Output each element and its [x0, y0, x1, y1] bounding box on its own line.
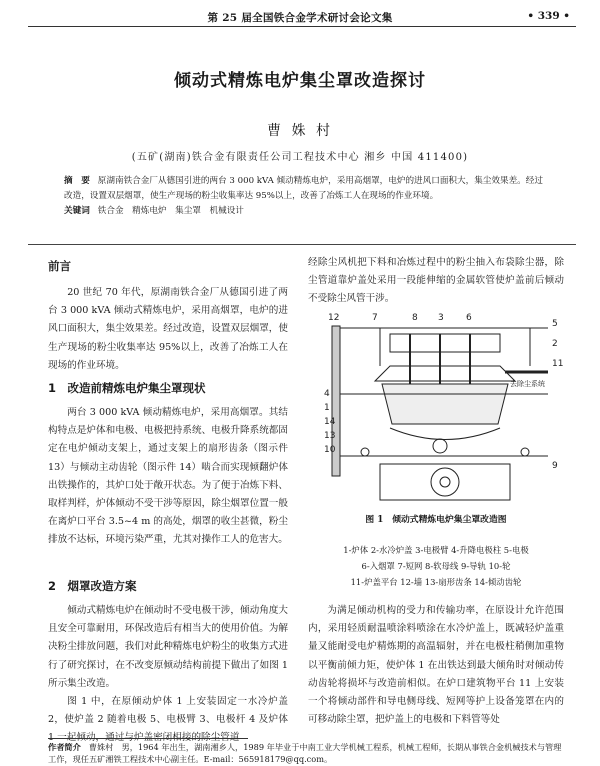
label-2: 2 [552, 339, 558, 349]
keywords-label: 关键词 [64, 206, 90, 216]
keywords-text: 铁合金 精炼电炉 集尘罩 机械设计 [97, 206, 244, 216]
label-6: 6 [466, 313, 472, 323]
header-rule [28, 26, 576, 27]
section-2-text-1: 倾动式精炼电炉在倾动时不受电极干涉，倾动角度大且安全可靠耐用，环保改造后有相当大的使用价值。为解决粉尘排放问题，我们对此种精炼电炉粉尘的收集方式进行了研究探讨，在不改变原倾动结构前提下做出了如图 1 所示集尘改造。 [48, 605, 288, 689]
section-1-paragraph [48, 404, 288, 550]
label-9: 9 [552, 461, 558, 471]
label-14: 14 [324, 417, 336, 427]
legend-line-2: 6-入烟罩 7-短网 8-软母线 9-导轨 10-轮 [361, 561, 511, 571]
label-13: 13 [324, 431, 336, 441]
footnote-text: 曹姝村 男，1964 年出生，湖南湘乡人，1989 年毕业于中南工业大学机械工程系，机械工程师，长期从事铁合金机械技术与管理工作，现任五矿湘铁工程技术中心副主任。E-mail：565918179@qq.com。 [48, 742, 562, 764]
label-1: 1 [324, 403, 330, 413]
preface-paragraph [48, 284, 288, 375]
right-bottom-text: 为满足倾动机构的受力和传输功率，在原设计允许范围内，采用轻质耐温喷涂料喷涂在水冷炉盖上，既减轻炉盖重量又能耐受电炉精炼期的高温辐射，并在电极柱稍侧加重物以平衡前倾力矩，使炉体 1 在出铁达到最大倾角时对倾动传动齿轮将损坏与改造前相似。在炉口建筑物平台 11 上安装一个将倾动部件和导电侧母线、短网等护上设备笼罩在内的可移动除尘罩，把炉盖上的电极和下料管等处 [308, 605, 564, 726]
legend-line-1: 1-炉体 2-水冷炉盖 3-电极臂 4-升降电极柱 5-电极 [343, 545, 529, 555]
label-8: 8 [412, 313, 418, 323]
electrode-arm-3 [390, 334, 500, 352]
label-12: 12 [328, 313, 340, 323]
label-5: 5 [552, 319, 558, 329]
section-heading-2: 2 烟罩改造方案 [48, 579, 137, 593]
section-heading-preface: 前言 [48, 259, 71, 273]
abstract-label: 摘 要 [64, 176, 90, 186]
right-top-paragraph [308, 254, 564, 309]
page-number: • 339 • [527, 10, 570, 22]
tilt-gear-14 [433, 439, 447, 453]
section-heading-1: 1 改造前精炼电炉集尘罩现状 [48, 381, 206, 395]
running-head [0, 6, 600, 32]
footnote-label: 作者简介 [48, 742, 81, 752]
furnace-body-1 [382, 384, 508, 424]
label-10: 10 [324, 445, 336, 455]
section-1-text: 两台 3 000 kVA 倾动精炼电炉，采用高烟罩。其结构特点是炉体和电极、电极把持系统、电极升降系统都固定在电炉倾动支架上，通过支架上的扇形齿条（图示件 13）与倾动主动齿轮（图示件 14）啮合而实现倾翻炉体出铁操作的，其炉口处于敞开状态。为了便于冶炼下料、取样判样，炉体倾动不受干涉等原因，除尘烟罩位置一般在离炉口平台 3.5~4 m 的高处，烟罩的收尘甚微，粉尘排放不达标，环境污染严重，尤其对操作工人的危害大。 [48, 407, 288, 546]
legend-line-3: 11-炉盖平台 12-墙 13-扇形齿条 14-倾动齿轮 [350, 577, 522, 587]
footnote-rule [48, 738, 248, 739]
label-7: 7 [372, 313, 378, 323]
label-4: 4 [324, 389, 330, 399]
abstract-text: 原湖南铁合金厂从德国引进的两台 3 000 kVA 倾动精炼电炉，采用高烟罩，电炉的进风口面积大，集尘效果差。经过改造，设置双层烟罩，使生产现场的粉尘收集率达 95%以上，改善了冶炼工人在现场的作业环境。 [64, 176, 543, 201]
figure-caption: 图 1 倾动式精炼电炉集尘罩改造图 [365, 515, 507, 525]
paper-title: 倾动式精炼电炉集尘罩改造探讨 [174, 71, 426, 91]
right-top-text: 经除尘风机把下料和冶炼过程中的粉尘抽入布袋除尘器，除尘管道靠炉盖处采用一段能伸缩的金属软管使炉盖前后倾动不受除尘风管干涉。 [308, 257, 564, 305]
affiliation: (五矿(湖南)铁合金有限责任公司工程技术中心 湘乡 中国 411400) [131, 152, 469, 163]
author-footnote [48, 741, 568, 765]
wheel-10b [521, 448, 529, 456]
water-cooled-lid-2 [375, 366, 515, 381]
abstract-block [64, 174, 548, 219]
right-bottom-paragraph [308, 602, 564, 729]
wheel-10a [361, 448, 369, 456]
figure-1-diagram [320, 306, 568, 504]
section-2-paragraphs [48, 602, 288, 748]
author-name: 曹 姝 村 [267, 123, 333, 139]
figure-legend [308, 542, 564, 590]
plan-view-furnace [431, 468, 459, 496]
preface-text: 20 世纪 70 年代，原湖南铁合金厂从德国引进了两台 3 000 kVA 倾动式精炼电炉，采用高烟罩，电炉的进风口面积大，集尘效果差。经过改造，设置双层烟罩，使生产现场的粉尘收集率达 95%以上，改善了冶炼工人在现场的作业环境。 [48, 287, 288, 371]
keywords [64, 204, 548, 219]
label-11: 11 [552, 359, 564, 369]
label-dust-system: 去除尘系统 [510, 380, 545, 388]
section-2-text-2: 图 1 中，在原倾动炉体 1 上安装固定一水冷炉盖 2，使炉盖 2 随着电极 5、电极臂 3、电极杆 4 及炉体 1 一起倾动，通过与炉盖密闭相接的除尘管道 [48, 696, 288, 744]
abstract [64, 174, 548, 204]
running-head-title: 第 25 届全国铁合金学术研讨会论文集 [207, 12, 393, 24]
label-3: 3 [438, 313, 444, 323]
plan-view-frame [380, 464, 510, 500]
abstract-rule [28, 244, 576, 245]
plan-view-center [440, 477, 450, 487]
sector-rack-13 [390, 428, 500, 440]
